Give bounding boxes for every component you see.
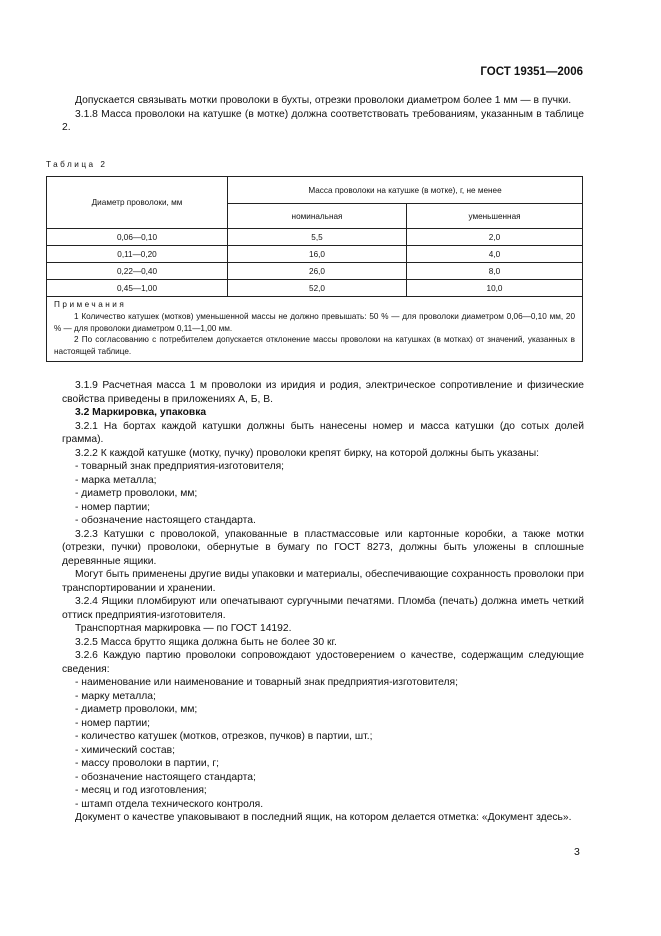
col-nominal-header: номинальная	[228, 204, 407, 229]
note-2: 2 По согласованию с потребителем допускается отклонение массы проволоки на катушках (в мотках) от значений, указанных в настоящей таблице.	[54, 335, 575, 357]
paragraph-3-2-4: 3.2.4 Ящики пломбируют или опечатывают сургучными печатями. Пломба (печать) должна иметь четкий оттиск предприятия-изготовителя.	[62, 596, 584, 621]
table-notes	[47, 297, 583, 362]
list-item: - месяц и год изготовления;	[75, 785, 207, 796]
page-number: 3	[574, 846, 580, 858]
main-text	[62, 379, 584, 825]
cell-reduced: 4,0	[407, 246, 583, 263]
cell-diameter: 0,45—1,00	[47, 280, 228, 297]
cell-nominal: 16,0	[228, 246, 407, 263]
table-row	[47, 280, 583, 297]
cell-diameter: 0,06—0,10	[47, 229, 228, 246]
cell-reduced: 8,0	[407, 263, 583, 280]
paragraph-transport-marking: Транспортная маркировка — по ГОСТ 14192.	[75, 623, 292, 634]
list-item: - массу проволоки в партии, г;	[75, 758, 219, 769]
cell-reduced: 10,0	[407, 280, 583, 297]
list-item: - диаметр проволоки, мм;	[75, 704, 198, 715]
paragraph-3-1-9: 3.1.9 Расчетная масса 1 м проволоки из иридия и родия, электрическое сопротивление и физические свойства приведены в приложениях А, Б, В.	[62, 380, 584, 405]
list-item: - химический состав;	[75, 744, 175, 756]
list-item: - диаметр проволоки, мм;	[75, 488, 198, 499]
paragraph-document: Документ о качестве упаковывают в последний ящик, на котором делается отметка: «Документ здесь».	[75, 812, 572, 823]
list-item: - номер партии;	[75, 717, 150, 729]
paragraph-3-2-1: 3.2.1 На бортах каждой катушки должны быть нанесены номер и масса катушки (до сотых долей грамма).	[62, 420, 584, 445]
list-item: - штамп отдела технического контроля.	[75, 798, 264, 810]
paragraph-3-1-8: 3.1.8 Масса проволоки на катушке (в мотке) должна соответствовать требованиям, указанным в таблице 2.	[62, 108, 584, 133]
list-item: - наименование или наименование и товарный знак предприятия-изготовителя;	[75, 677, 458, 688]
notes-title: Примечания	[54, 300, 127, 309]
intro-text	[62, 94, 584, 135]
table-row	[47, 246, 583, 263]
list-item: - количество катушек (мотков, отрезков, пучков) в партии, шт.;	[75, 731, 373, 742]
document-header: ГОСТ 19351—2006	[480, 66, 583, 78]
table-caption: Таблица 2	[46, 160, 108, 169]
table-row	[47, 229, 583, 246]
col-diameter-header: Диаметр проволоки, мм	[47, 177, 228, 229]
table-row	[47, 263, 583, 280]
paragraph-3-2-6: 3.2.6 Каждую партию проволоки сопровождают удостоверением о качестве, содержащим следующие сведения:	[62, 650, 584, 675]
cell-diameter: 0,22—0,40	[47, 263, 228, 280]
list-item: - марку металла;	[75, 690, 156, 702]
cell-nominal: 26,0	[228, 263, 407, 280]
table-2	[46, 176, 583, 362]
table-notes-row	[47, 297, 583, 362]
note-1: 1 Количество катушек (мотков) уменьшенной массы не должно превышать: 50 % — для проволоки диаметром 0,06—0,10 мм, 20 % — для проволоки диаметром 0,11—1,00 мм.	[54, 311, 575, 333]
section-heading-3-2: 3.2 Маркировка, упаковка	[75, 407, 207, 418]
cell-reduced: 2,0	[407, 229, 583, 246]
paragraph-3-2-2: 3.2.2 К каждой катушке (мотку, пучку) проволоки крепят бирку, на которой должны быть указаны:	[75, 447, 539, 459]
cell-diameter: 0,11—0,20	[47, 246, 228, 263]
col-reduced-header: уменьшенная	[407, 204, 583, 229]
paragraph-bundles: Допускается связывать мотки проволоки в бухты, отрезки проволоки диаметром более 1 мм — в пучки.	[75, 95, 572, 106]
cell-nominal: 5,5	[228, 229, 407, 246]
list-item: - товарный знак предприятия-изготовителя;	[75, 461, 285, 472]
paragraph-3-2-5: 3.2.5 Масса брутто ящика должна быть не более 30 кг.	[75, 636, 337, 648]
cell-nominal: 52,0	[228, 280, 407, 297]
paragraph-3-2-3: 3.2.3 Катушки с проволокой, упакованные в пластмассовые или картонные коробки, а также мотки (отрезки, пучки) проволоки, обернутые в бумагу по ГОСТ 8273, должны быть уложены в сплошные деревянные ящики.	[62, 528, 584, 567]
list-item: - марка металла;	[75, 474, 157, 486]
list-item: - обозначение настоящего стандарта;	[75, 771, 256, 783]
list-item: - обозначение настоящего стандарта.	[75, 515, 256, 526]
list-item: - номер партии;	[75, 501, 150, 513]
mass-group-header: Масса проволоки на катушке (в мотке), г, не менее	[228, 177, 583, 204]
paragraph-other-packaging: Могут быть применены другие виды упаковки и материалы, обеспечивающие сохранность проволоки при транспортировании и хранении.	[62, 569, 584, 594]
